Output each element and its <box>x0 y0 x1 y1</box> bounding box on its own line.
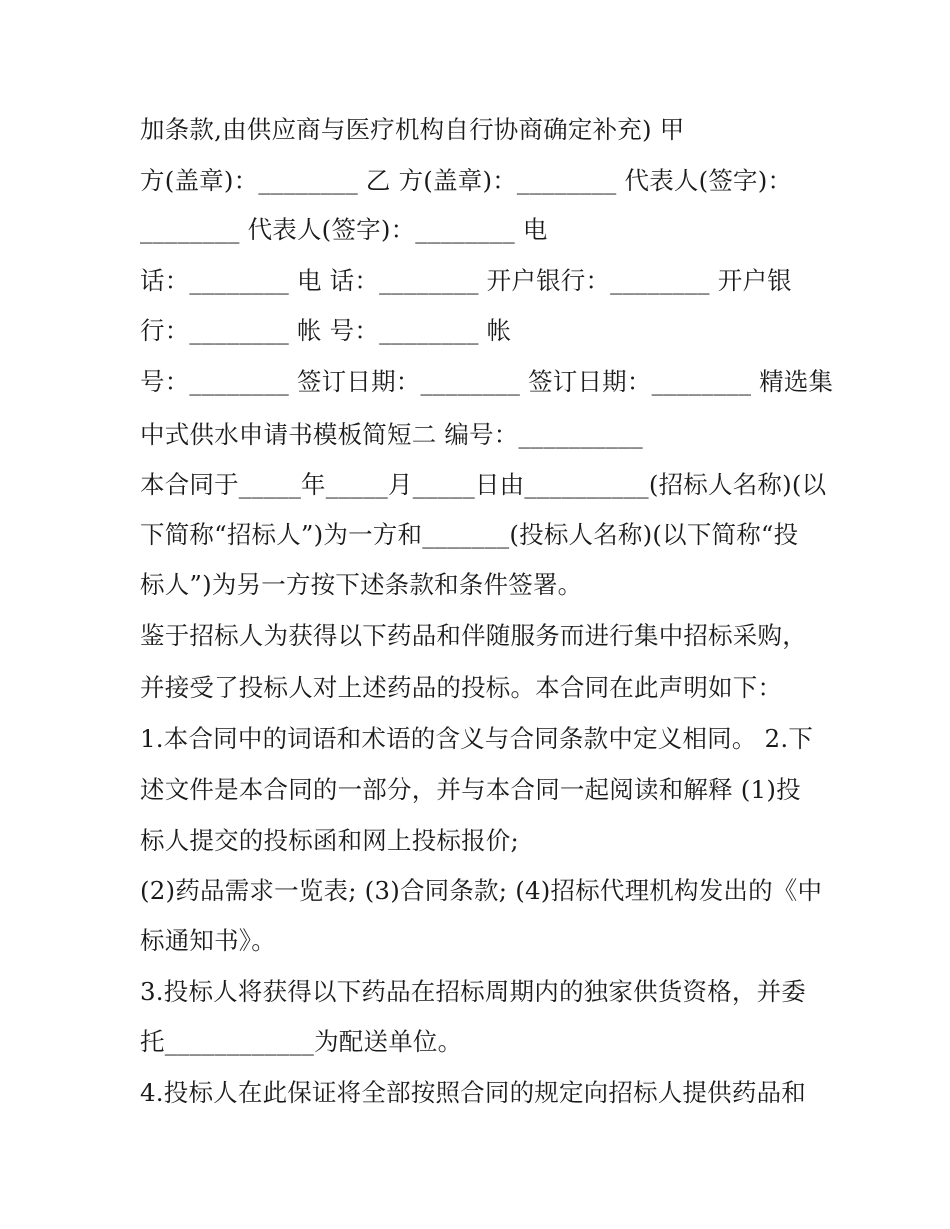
text-line: 标人”)为另一方按下述条款和条件签署。 <box>140 570 583 599</box>
text-line: 标通知书》。 <box>140 926 276 955</box>
text-line: 行：________ 帐 号：________ 帐 <box>140 316 512 345</box>
text-line: 号：________ 签订日期：________ 签订日期：________ 精选集 <box>140 367 834 396</box>
text-line: ________ 代表人(签字)：________ 电 <box>140 215 548 244</box>
text-line: 本合同于_____年_____月_____日由__________(招标人名称)(以 <box>140 470 827 499</box>
text-line: (2)药品需求一览表; (3)合同条款; (4)招标代理机构发出的《中 <box>140 876 823 905</box>
text-line: 方(盖章)：________ 乙 方(盖章)：________ 代表人(签字)： <box>140 166 793 195</box>
text-line: 下简称“招标人”)为一方和_______(投标人名称)(以下简称“投 <box>140 520 799 549</box>
text-line: 托____________为配送单位。 <box>140 1027 463 1056</box>
text-line: 鉴于招标人为获得以下药品和伴随服务而进行集中招标采购， <box>140 621 807 650</box>
text-line: 中式供水申请书模板简短二 编号：__________ <box>140 420 643 449</box>
text-line: 3.投标人将获得以下药品在招标周期内的独家供货资格，并委 <box>140 977 806 1006</box>
text-line: 标人提交的投标函和网上投标报价; <box>140 826 519 855</box>
text-line: 4.投标人在此保证将全部按照合同的规定向招标人提供药品和 <box>140 1078 806 1107</box>
text-line: 述文件是本合同的一部分，并与本合同一起阅读和解释 (1)投 <box>140 775 801 804</box>
text-line: 话：________ 电 话：________ 开户银行：________ 开户银 <box>140 266 792 295</box>
text-line: 并接受了投标人对上述药品的投标。本合同在此声明如下： <box>140 673 783 702</box>
text-line: 加条款,由供应商与医疗机构自行协商确定补充) 甲 <box>140 115 685 144</box>
text-line: 1.本合同中的词语和术语的含义与合同条款中定义相同。 2.下 <box>140 724 814 753</box>
